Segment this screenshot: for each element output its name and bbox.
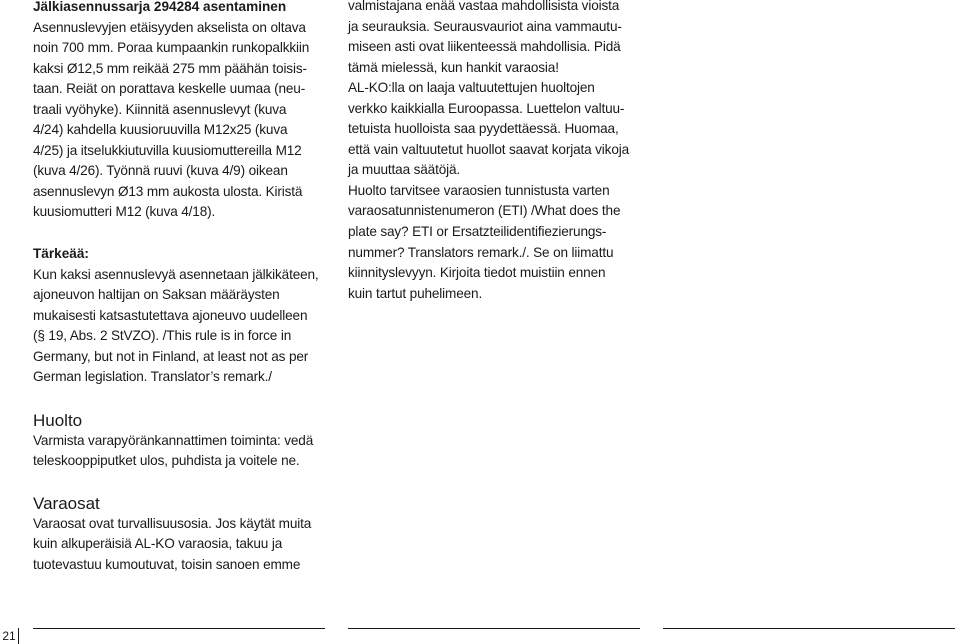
section-title-installation: Jälkiasennussarja 294284 asentaminen bbox=[33, 0, 287, 14]
text-line: Germany, but not in Finland, at least not as per bbox=[33, 348, 309, 364]
text-line: kuin alkuperäisiä AL-KO varaosia, takuu ja bbox=[33, 536, 283, 552]
text-line: tetuista huolloista saa pyydettäessä. Huomaa, bbox=[348, 121, 619, 137]
text-line: Kun kaksi asennuslevyä asennetaan jälkikäteen, bbox=[33, 266, 319, 282]
text-line: plate say? ETI or Ersatzteilidentifiezierungs- bbox=[348, 224, 607, 240]
text-line: nummer? Translators remark./. Se on liimattu bbox=[348, 244, 614, 260]
important-title: Tärkeää: bbox=[33, 246, 89, 262]
text-line: tämä mielessä, kun hankit varaosia! bbox=[348, 59, 559, 75]
huolto-paragraph bbox=[33, 431, 333, 472]
text-line: 4/24) kahdella kuusioruuvilla M12x25 (kuva bbox=[33, 122, 288, 138]
footer-rule bbox=[663, 628, 955, 629]
installation-paragraph bbox=[33, 18, 333, 223]
text-line: varaosatunnistenumeron (ETI) /What does the bbox=[348, 203, 621, 219]
text-line: Varmista varapyöränkannattimen toiminta: vedä bbox=[33, 432, 314, 448]
page-number: 21 bbox=[0, 628, 19, 644]
text-line: kuin tartut puhelimeen. bbox=[348, 285, 483, 301]
footer-rule bbox=[348, 628, 640, 629]
text-line: (kuva 4/26). Työnnä ruuvi (kuva 4/9) oikean bbox=[33, 163, 288, 179]
text-line: kuusiomutteri M12 (kuva 4/18). bbox=[33, 204, 216, 220]
text-line: traali vyöhyke). Kiinnitä asennuslevyt (kuva bbox=[33, 101, 287, 117]
text-line: valmistajana enää vastaa mahdollisista vioista bbox=[348, 0, 620, 13]
varaosat-paragraph bbox=[33, 514, 333, 576]
left-column bbox=[33, 0, 333, 576]
text-line: AL-KO:lla on laaja valtuutettujen huoltojen bbox=[348, 80, 595, 96]
section-title-varaosat: Varaosat bbox=[33, 493, 100, 513]
text-line: Varaosat ovat turvallisuusosia. Jos käytät muita bbox=[33, 515, 312, 531]
text-line: German legislation. Translator’s remark./ bbox=[33, 369, 272, 385]
right-column bbox=[348, 0, 648, 304]
text-line: että vain valtuutetut huollot saavat korjata vikoja bbox=[348, 141, 630, 157]
text-line: Asennuslevyjen etäisyyden akselista on oltava bbox=[33, 19, 306, 35]
text-line: Huolto tarvitsee varaosien tunnistusta varten bbox=[348, 182, 610, 198]
text-line: ja muuttaa säätöjä. bbox=[348, 162, 461, 178]
text-line: noin 700 mm. Poraa kumpaankin runkopalkkiin bbox=[33, 40, 310, 56]
text-line: taan. Reiät on porattava keskelle uumaa (neu- bbox=[33, 81, 306, 97]
text-line: ja seurauksia. Seurausvauriot aina vammautu- bbox=[348, 18, 622, 34]
section-title-huolto: Huolto bbox=[33, 410, 83, 430]
footer-rule bbox=[33, 628, 325, 629]
text-line: kiinnityslevyyn. Kirjoita tiedot muistiin ennen bbox=[348, 265, 606, 281]
text-line: tuotevastuu kumoutuvat, toisin sanoen emme bbox=[33, 557, 301, 573]
text-line: (§ 19, Abs. 2 StVZO). /This rule is in force in bbox=[33, 328, 292, 344]
text-line: teleskooppiputket ulos, puhdista ja voitele ne. bbox=[33, 453, 300, 469]
text-line: ajoneuvon haltijan on Saksan määräysten bbox=[33, 287, 280, 303]
text-line: miseen asti ovat liikenteessä mahdollisia. Pidä bbox=[348, 39, 621, 55]
text-line: mukaisesti katsastutettava ajoneuvo uudelleen bbox=[33, 307, 308, 323]
text-line: kaksi Ø12,5 mm reikää 275 mm päähän toisis- bbox=[33, 60, 307, 76]
text-line: verkko kaikkialla Euroopassa. Luettelon valtuu- bbox=[348, 100, 625, 116]
important-paragraph bbox=[33, 265, 333, 388]
text-line: 4/25) ja itselukkiutuvilla kuusiomuttereilla M12 bbox=[33, 142, 302, 158]
text-line: asennuslevyn Ø13 mm aukosta ulosta. Kiristä bbox=[33, 183, 303, 199]
